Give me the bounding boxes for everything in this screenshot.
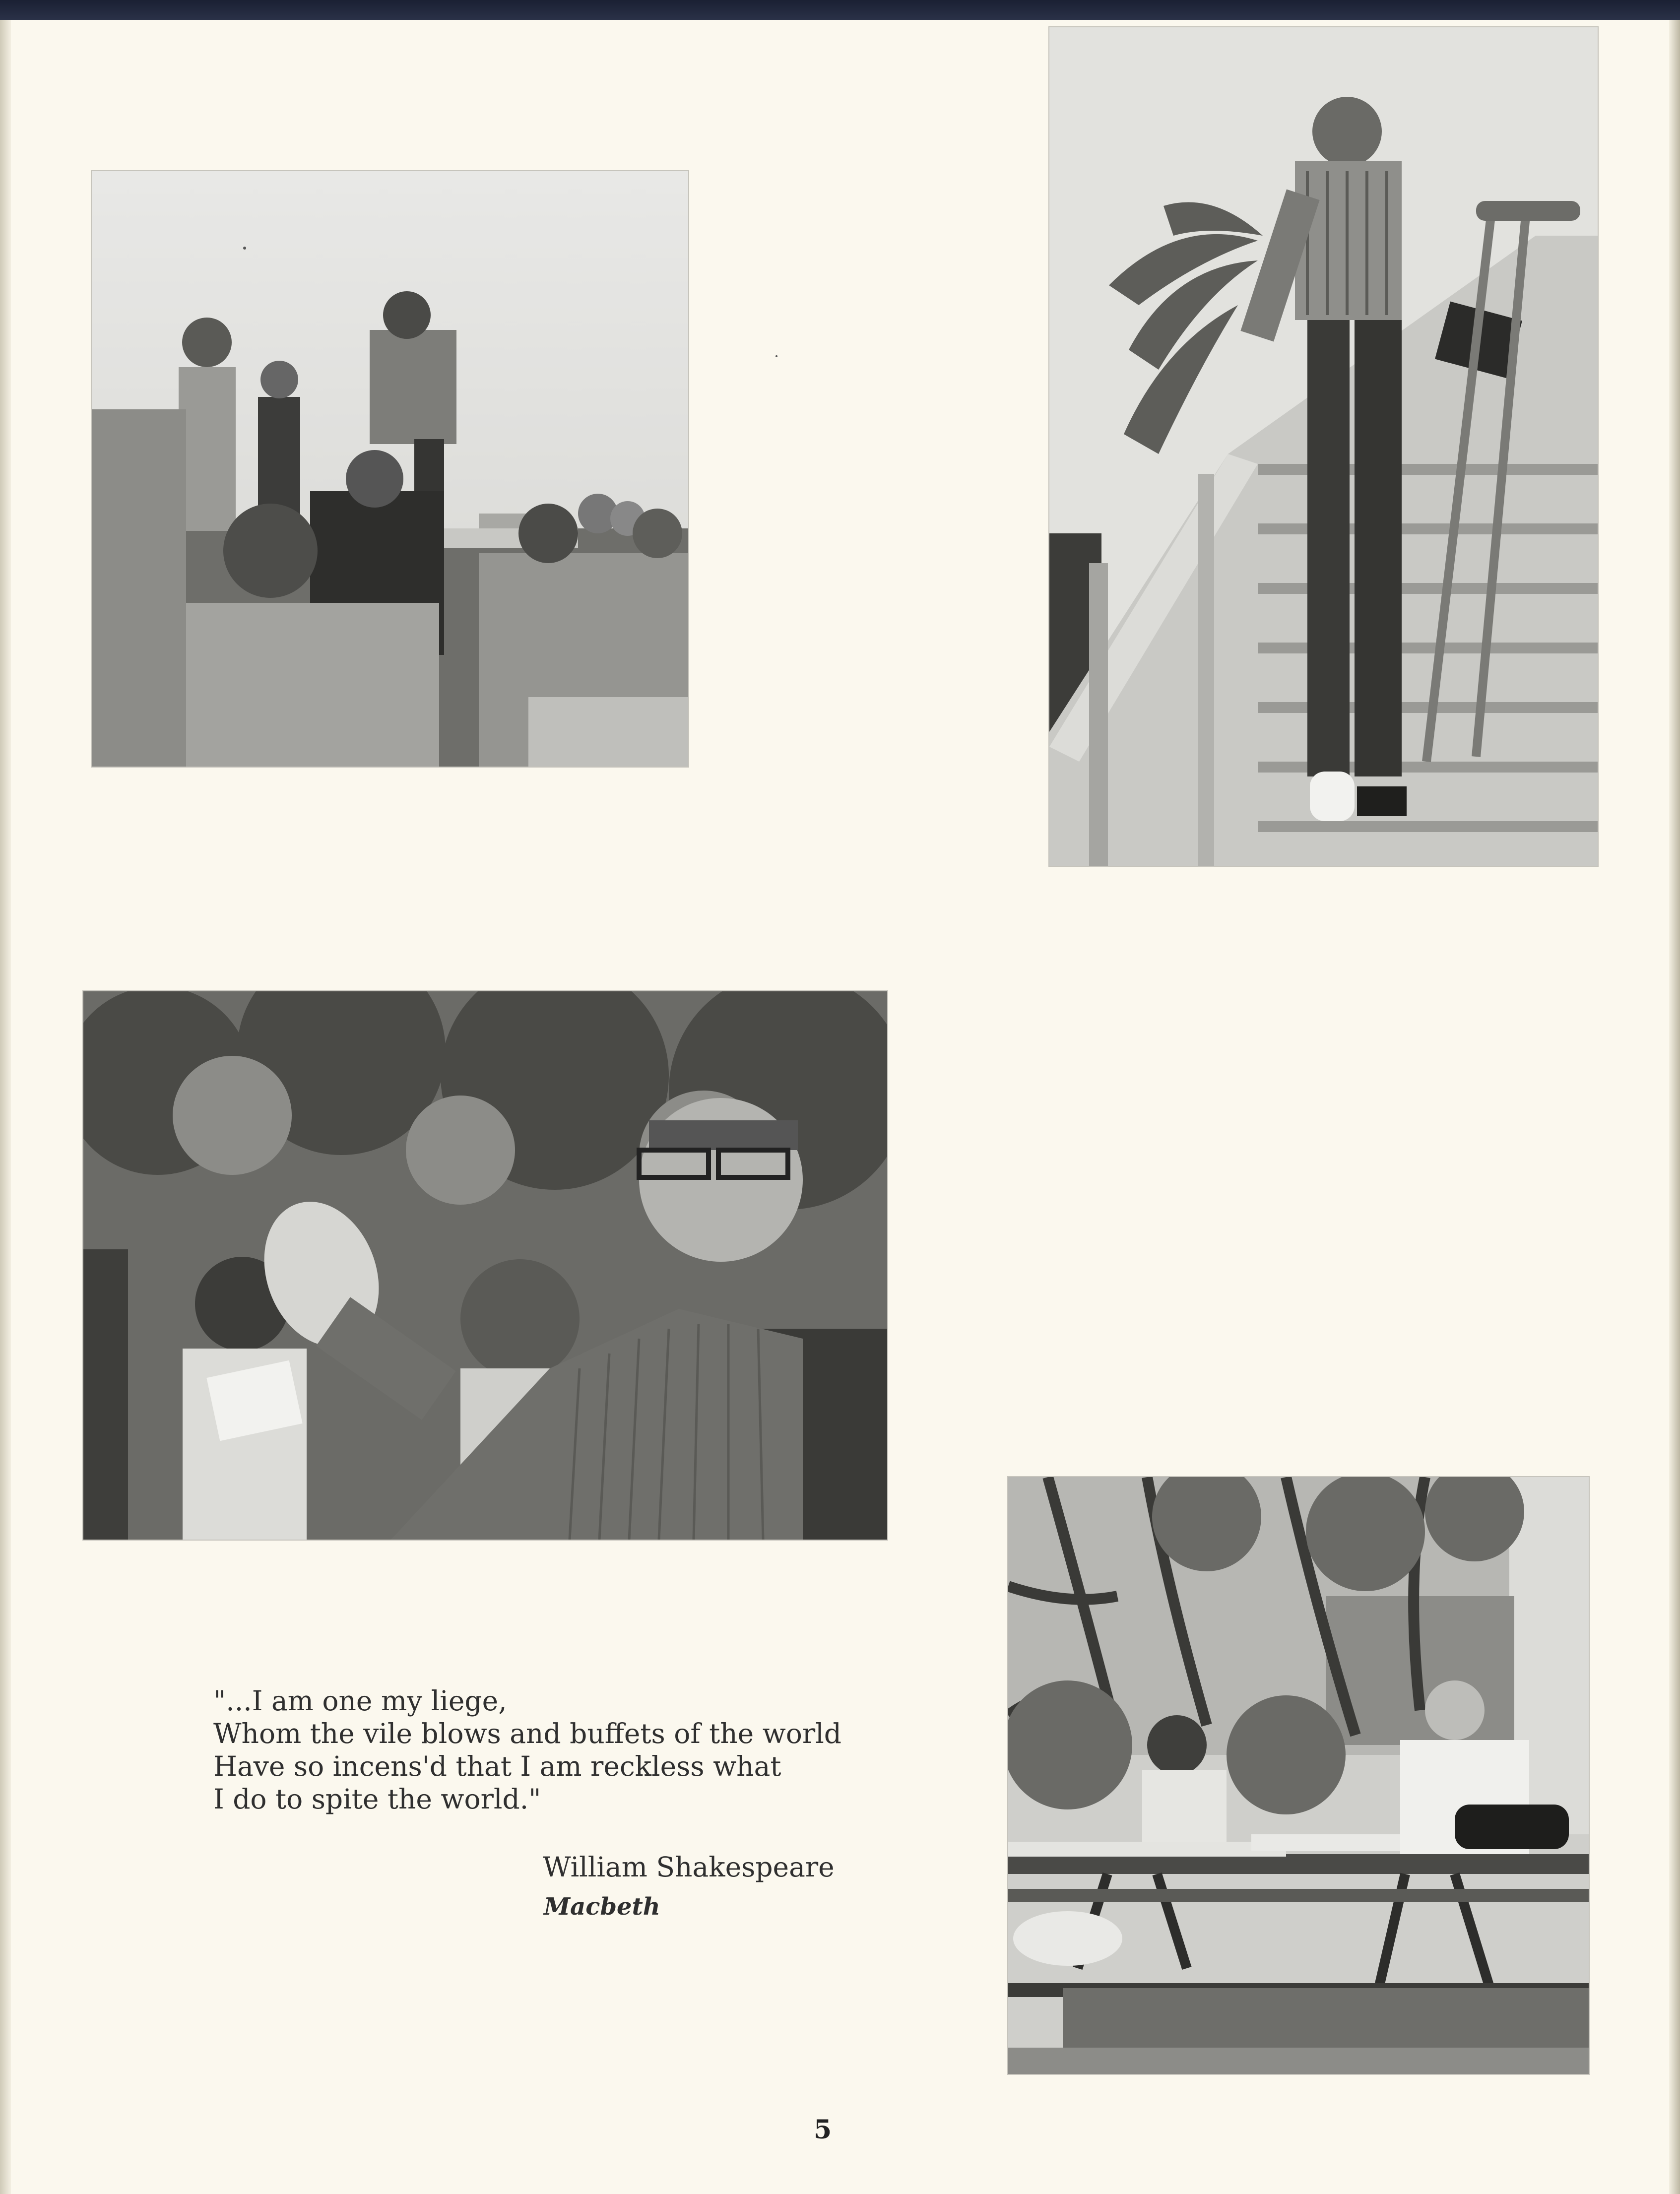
quote-line: I do to spite the world." xyxy=(213,1783,541,1815)
photo-students-at-picnic-tables xyxy=(1008,1477,1589,2074)
print-speck xyxy=(243,247,246,250)
shakespeare-quote xyxy=(213,1684,933,1815)
photo-teacher-with-students-image xyxy=(83,991,887,1540)
photo-student-on-stairs xyxy=(1049,27,1598,866)
quote-line: "...I am one my liege, xyxy=(213,1685,507,1717)
quote-work-title: Macbeth xyxy=(544,1893,660,1921)
quote-line: Have so incens'd that I am reckless what xyxy=(213,1750,781,1782)
photo-students-on-lawn-image xyxy=(92,171,688,767)
page-right-edge xyxy=(1669,20,1680,2194)
page-number: 5 xyxy=(814,2115,832,2145)
page-left-edge xyxy=(0,20,11,2194)
photo-students-on-lawn xyxy=(92,171,688,767)
print-speck xyxy=(775,355,777,357)
quote-author: William Shakespeare xyxy=(543,1851,835,1883)
photo-students-at-picnic-tables-image xyxy=(1008,1477,1589,2074)
quote-line: Whom the vile blows and buffets of the world xyxy=(213,1718,841,1749)
photo-teacher-with-students xyxy=(83,991,887,1540)
page-top-edge xyxy=(0,0,1680,20)
photo-student-on-stairs-image xyxy=(1049,27,1598,866)
